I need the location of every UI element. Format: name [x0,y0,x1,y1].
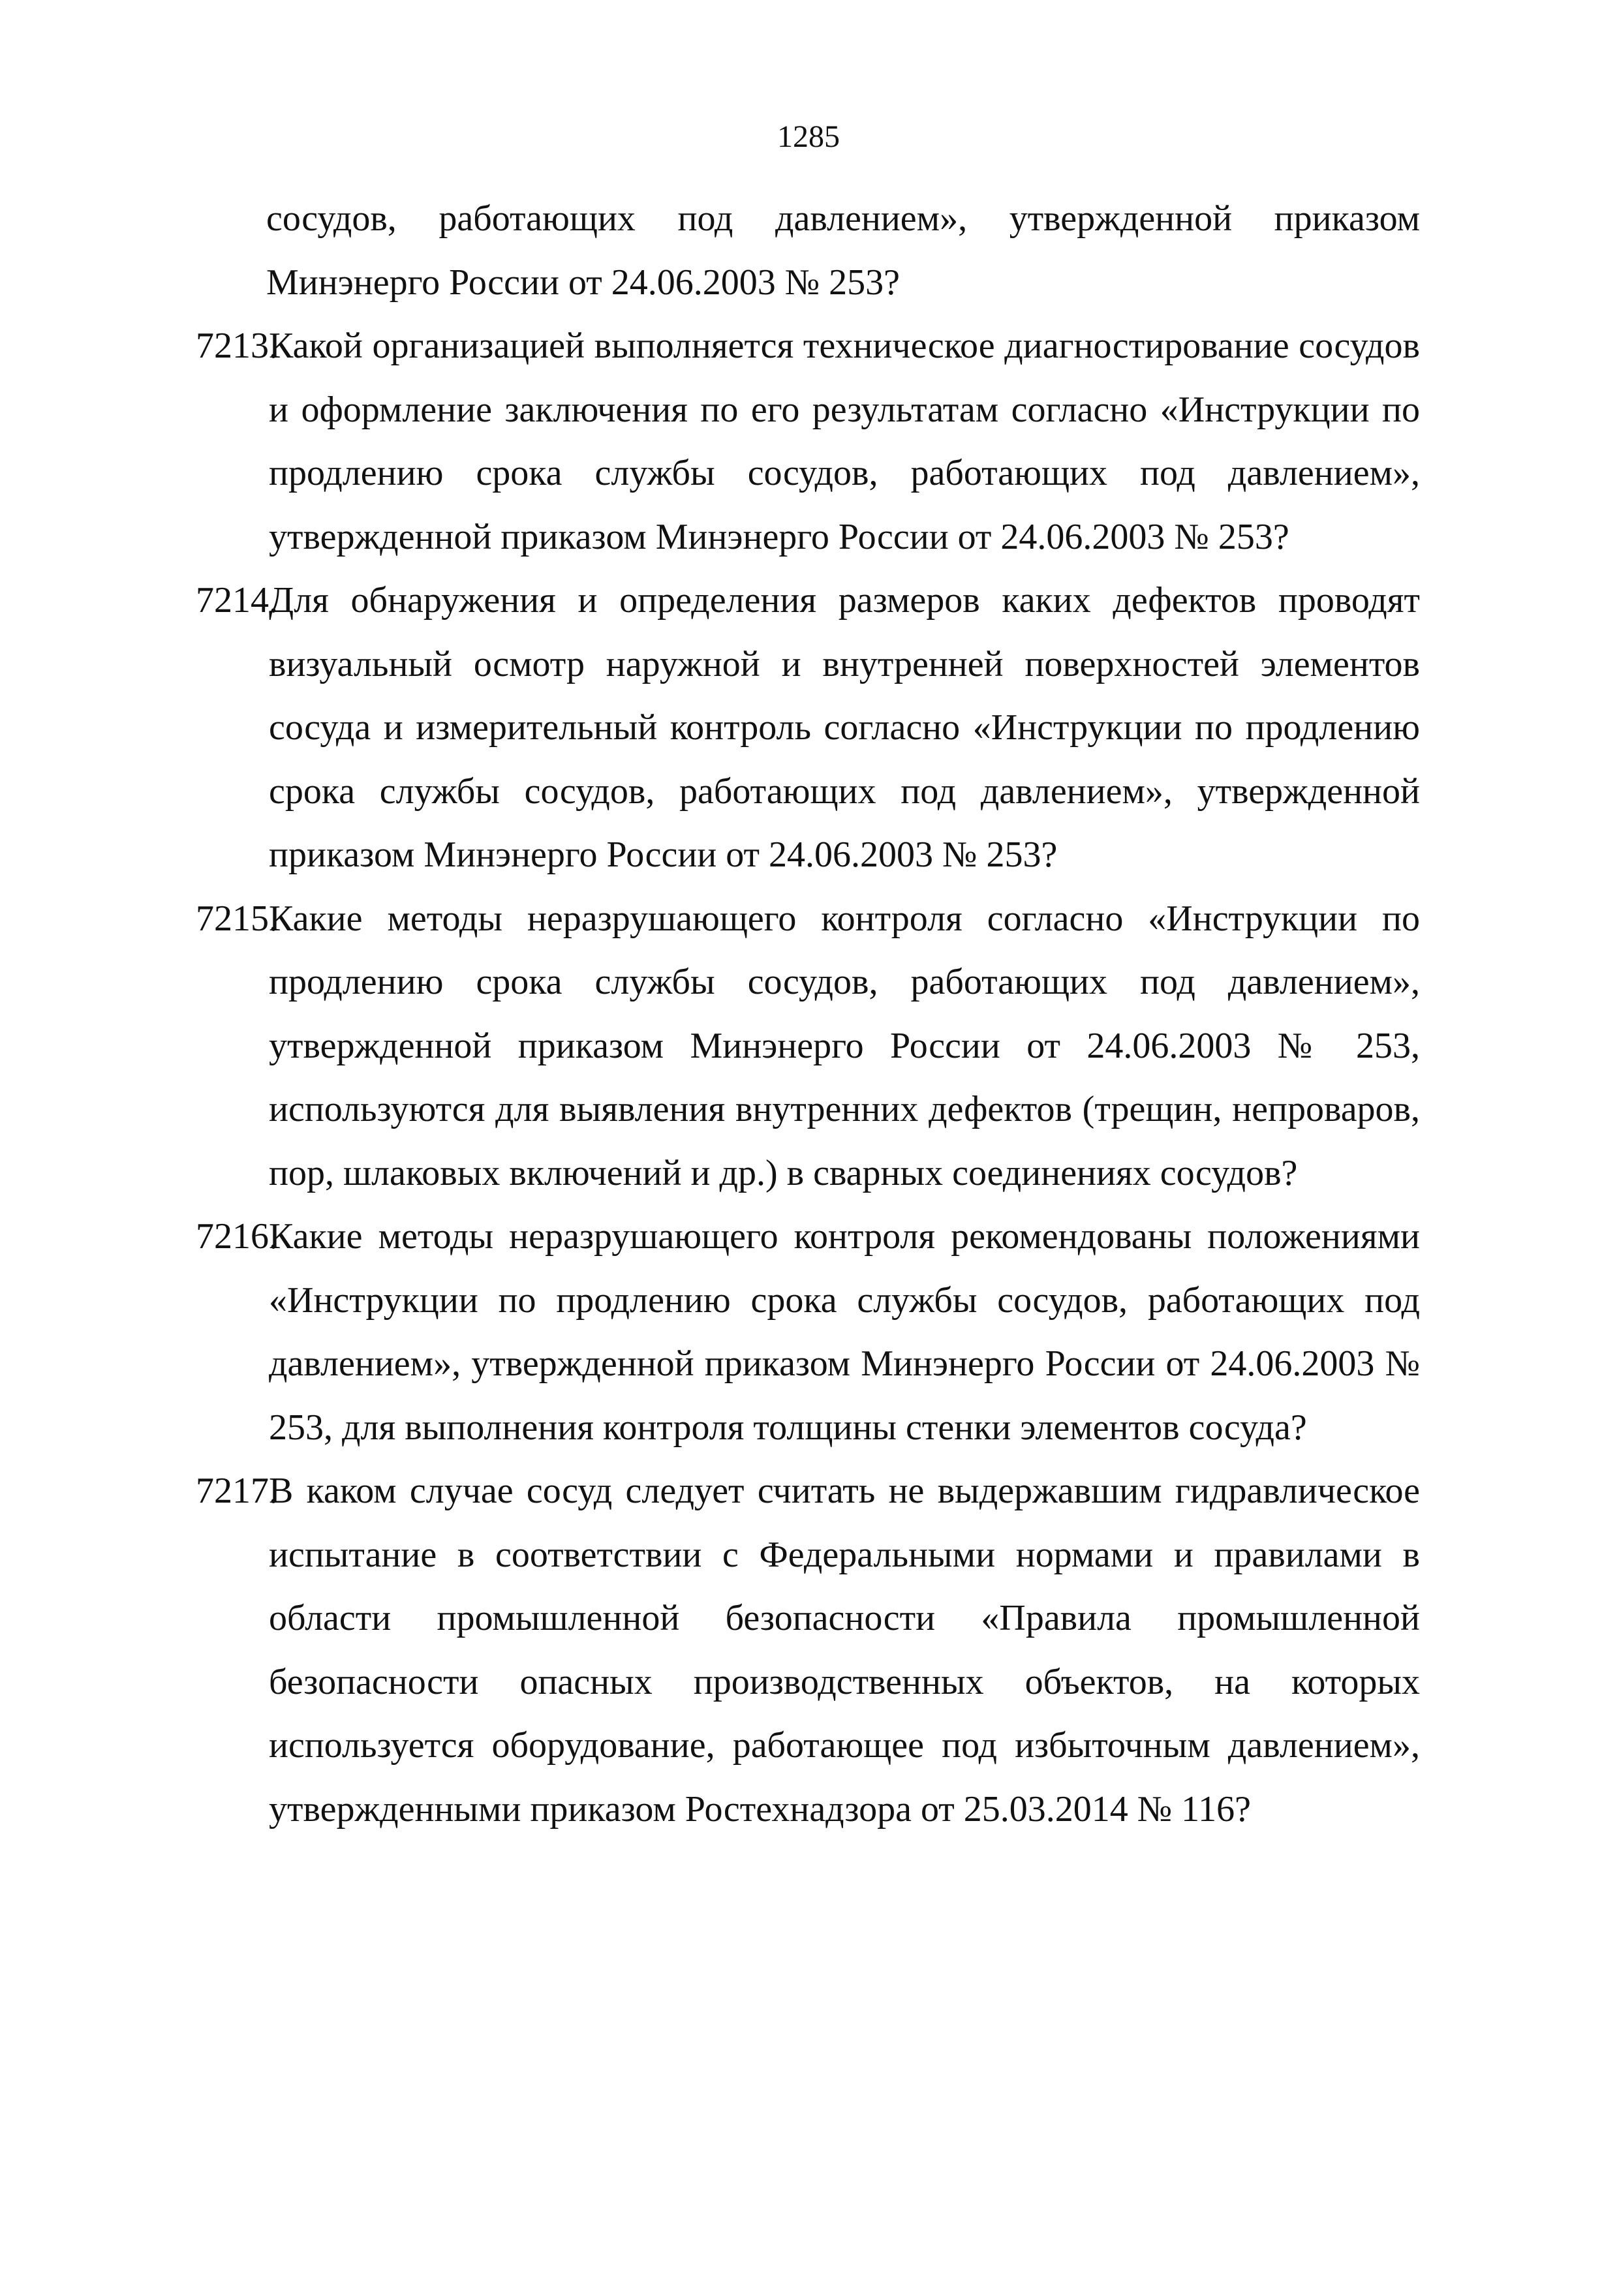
question-number: 7217. [196,1471,278,1511]
question-number: 7215. [196,898,278,939]
question-item-7215 [196,887,1420,1206]
question-item-7217 [196,1460,1420,1841]
document-body [196,187,1420,1841]
question-item-7214 [196,569,1420,887]
question-text: Какой организацией выполняется техническое диагностирование сосудов и оформление заключения по его результатам согласно «Инструкции по продлению срока службы сосудов, работающих под давлением», утвержденной приказом Минэнерго России от 24.06.2003 № 253? [269,326,1420,557]
question-item-7213 [196,314,1420,569]
question-text: Какие методы неразрушающего контроля рекомендованы положениями «Инструкции по продлению срока службы сосудов, работающих под давлением», утвержденной приказом Минэнерго России от 24.06.2003 № 253, для выполнения контроля толщины стенки элементов сосуда? [269,1216,1420,1448]
question-text: Для обнаружения и определения размеров каких дефектов проводят визуальный осмотр наружной и внутренней поверхностей элементов сосуда и измерительный контроль согласно «Инструкции по продлению срока службы сосудов, работающих под давлением», утвержденной приказом Минэнерго России от 24.06.2003 № 253? [269,580,1420,875]
question-number: 7214. [196,580,278,620]
question-text: Какие методы неразрушающего контроля согласно «Инструкции по продлению срока службы сосудов, работающих под давлением», утвержденной приказом Минэнерго России от 24.06.2003 № 253, используются для выявления внутренних дефектов (трещин, непроваров, пор, шлаковых включений и др.) в сварных соединениях сосудов? [269,898,1420,1193]
question-text: В каком случае сосуд следует считать не выдержавшим гидравлическое испытание в соответствии с Федеральными нормами и правилами в области промышленной безопасности «Правила промышленной безопасности опасных производственных объектов, на которых используется оборудование, работающее под избыточным давлением», утвержденными приказом Ростехнадзора от 25.03.2014 № 116? [269,1471,1420,1829]
continuation-paragraph: сосудов, работающих под давлением», утвержденной приказом Минэнерго России от 24.06.2003 № 253? [266,198,1420,303]
page-number: 1285 [777,119,840,154]
question-item-7216 [196,1205,1420,1460]
question-number: 7213. [196,326,278,366]
question-number: 7216. [196,1216,278,1257]
